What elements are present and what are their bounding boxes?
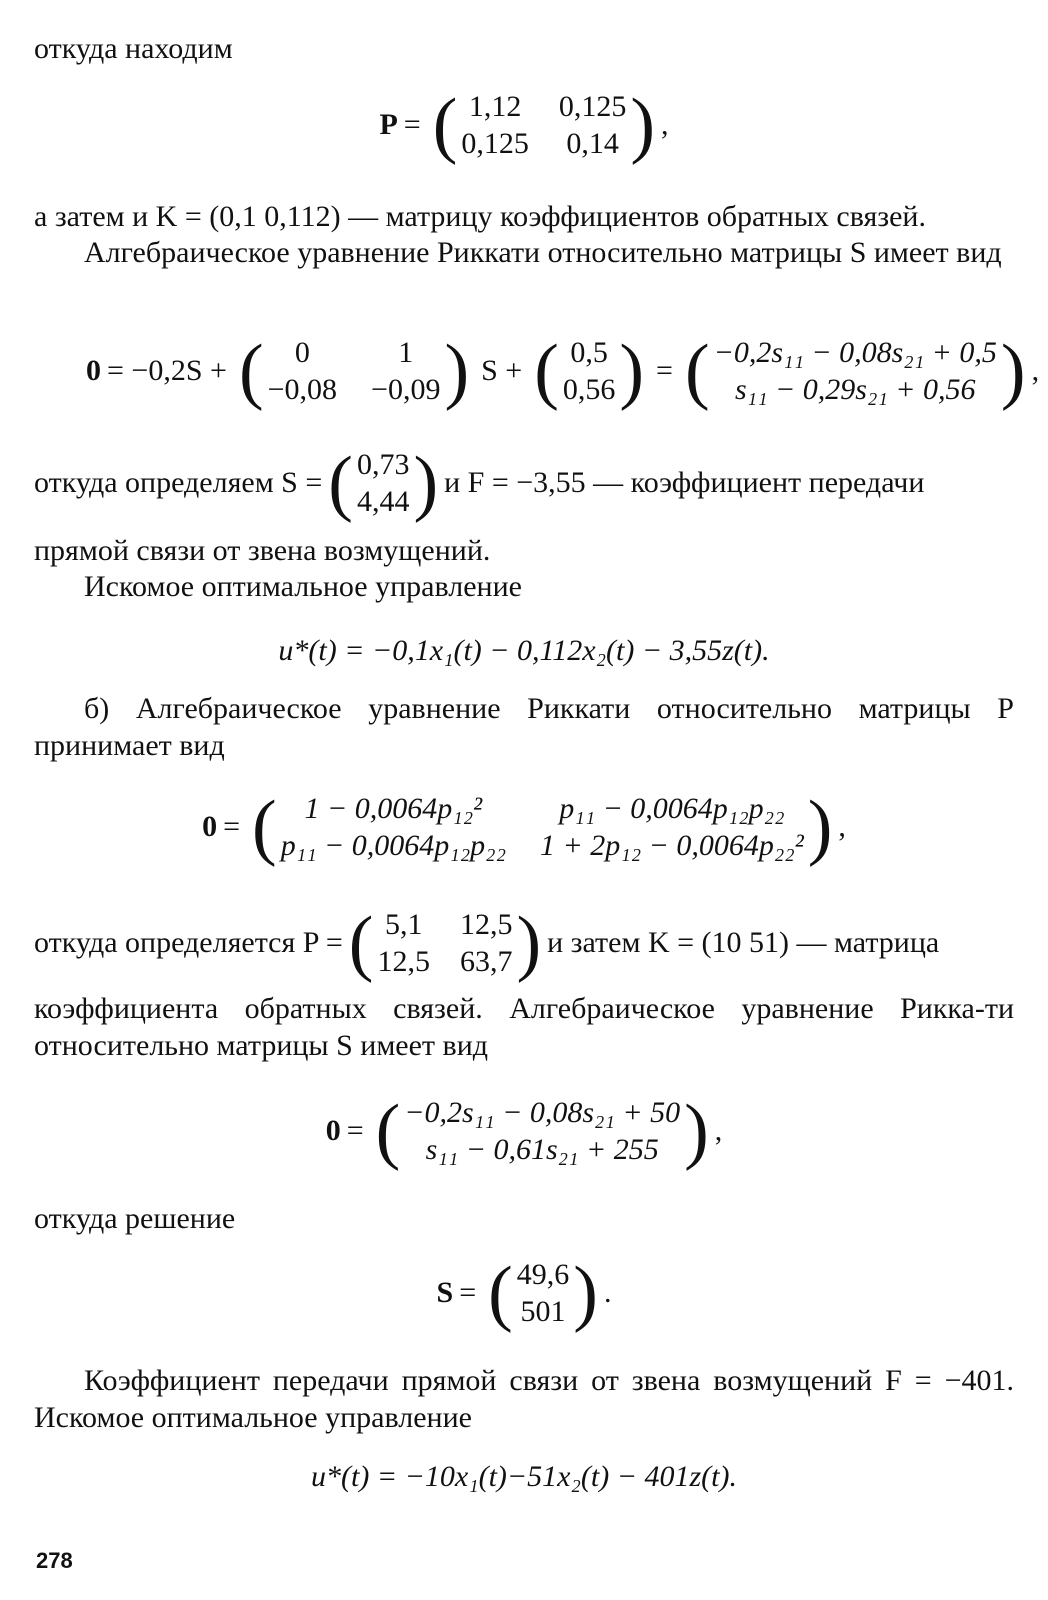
matrix-riccati-p — [252, 786, 833, 868]
matrix-p2 — [348, 902, 542, 984]
paragraph-text: прямой связи от звена возмущений. — [34, 534, 491, 567]
left-paren: ( — [432, 84, 458, 166]
matrix-cell: 0,56 — [562, 372, 616, 406]
left-paren: ( — [375, 1090, 401, 1172]
matrix-cell: 1 + 2p₁₂ − 0,0064p₂₂² — [540, 828, 804, 862]
equation-riccati-p — [0, 786, 1048, 868]
matrix-s — [328, 442, 439, 524]
matrix-cell: 49,6 — [516, 1257, 570, 1291]
equation-lhs: 0 — [202, 810, 218, 843]
equals-sign: = — [656, 354, 673, 387]
punctuation: , — [661, 108, 669, 141]
left-paren: ( — [684, 330, 710, 412]
matrix-cell: s₁₁ − 0,29s₂₁ + 0,56 — [734, 372, 976, 406]
right-paren: ) — [444, 330, 470, 412]
matrix-body — [559, 334, 620, 408]
left-paren: ( — [488, 1252, 513, 1334]
matrix-cell: 0 — [294, 335, 310, 369]
left-paren: ( — [238, 330, 264, 412]
matrix-cell: 12,5 — [459, 907, 513, 941]
matrix-cell: −0,08 — [267, 372, 338, 406]
matrix-cell: 501 — [520, 1294, 566, 1328]
equation-control-b: u*(t) = −10x₁(t)−51x₂(t) − 401z(t). — [311, 1460, 737, 1493]
equation-riccati-s2 — [0, 1090, 1048, 1172]
right-paren: ) — [684, 1090, 709, 1172]
equals-sign: = — [403, 108, 421, 141]
equation-lhs: P — [379, 108, 398, 141]
matrix-cell: −0,2s₁₁ − 0,08s₂₁ + 0,5 — [713, 335, 997, 369]
equation-lhs: S — [436, 1276, 454, 1309]
paragraph-text: откуда решение — [34, 1202, 236, 1235]
right-paren: ) — [807, 786, 833, 868]
matrix-b — [534, 330, 645, 412]
right-paren: ) — [630, 84, 656, 166]
paragraph-text: и затем K = (10 51) — матрица — [547, 926, 940, 959]
equation-lhs: 0 — [325, 1114, 341, 1147]
matrix-body — [373, 906, 516, 980]
matrix-cell: 1,12 — [468, 89, 522, 123]
matrix-cell: p₁₁ − 0,0064p₁₂p₂₂ — [559, 791, 785, 825]
matrix-cell: p₁₁ − 0,0064p₁₂p₂₂ — [280, 828, 507, 862]
equals-sign: = — [346, 1114, 364, 1147]
punctuation: , — [838, 810, 846, 843]
right-paren: ) — [1000, 330, 1026, 412]
equation-p-matrix — [0, 84, 1048, 166]
equation-text: S + — [481, 354, 523, 387]
equation-lhs: 0 — [86, 354, 101, 387]
matrix-cell: 0,5 — [570, 335, 608, 369]
left-paren: ( — [252, 786, 277, 868]
equals-sign: = — [459, 1276, 477, 1309]
matrix-body — [457, 88, 630, 162]
paragraph-text: Коэффициент передачи прямой связи от звена возмущений F = −401. Искомое оптимальное управление — [34, 1364, 1014, 1434]
right-paren: ) — [516, 902, 542, 984]
paragraph-text: и F = −3,55 — коэффициент передачи — [444, 466, 925, 499]
left-paren: ( — [328, 442, 353, 524]
punctuation: , — [714, 1114, 723, 1147]
matrix-cell: 1 — [398, 335, 414, 369]
punctuation: , — [1031, 354, 1040, 387]
matrix-cell: 4,44 — [356, 484, 410, 518]
paragraph-text: откуда определяем S = — [34, 466, 323, 499]
paragraph-intro: откуда находим — [34, 32, 233, 65]
matrix-cell: −0,09 — [371, 372, 441, 406]
equation-s-final — [0, 1252, 1048, 1334]
matrix-body — [400, 1094, 684, 1168]
matrix-cell: 12,5 — [377, 944, 430, 978]
punctuation: . — [603, 1276, 612, 1309]
matrix-cell: 0,125 — [461, 126, 529, 160]
matrix-cell: −0,2s₁₁ − 0,08s₂₁ + 50 — [404, 1095, 681, 1129]
equation-control-a: u*(t) = −0,1x₁(t) − 0,112x₂(t) − 3,55z(t). — [278, 634, 770, 667]
matrix-cell: 0,14 — [566, 126, 619, 160]
matrix-cell: 0,73 — [356, 447, 410, 481]
matrix-result — [684, 330, 1026, 412]
matrix-body — [710, 334, 1001, 408]
equals-sign: = — [223, 810, 241, 843]
left-paren: ( — [348, 902, 374, 984]
paragraph-text: коэффициента обратных связей. Алгебраическое уравнение Рикка-ти относительно матрицы S имеет вид — [34, 992, 1014, 1062]
paragraph-riccati-s: Алгебраическое уравнение Риккати относительно матрицы S имеет вид — [84, 236, 1002, 269]
paragraph-k-matrix: а затем и K = (0,1 0,112) — матрицу коэффициентов обратных связей. — [34, 200, 926, 233]
matrix-cell: 5,1 — [384, 907, 423, 941]
matrix-s-final — [488, 1252, 598, 1334]
right-paren: ) — [619, 330, 645, 412]
matrix-riccati-s2 — [375, 1090, 709, 1172]
paragraph-p-solution — [0, 902, 1048, 984]
matrix-body — [264, 334, 445, 408]
paragraph-text: откуда определяется P = — [34, 926, 343, 959]
matrix-a — [238, 330, 470, 412]
right-paren: ) — [413, 442, 439, 524]
matrix-cell: s₁₁ − 0,61s₂₁ + 255 — [425, 1132, 659, 1166]
matrix-cell: 63,7 — [459, 944, 513, 978]
matrix-body — [277, 790, 808, 864]
paragraph-riccati-p: б) Алгебраическое уравнение Риккати относительно матрицы P принимает вид — [34, 692, 1014, 762]
matrix-body — [513, 1256, 574, 1330]
paragraph-s-solution — [0, 442, 1048, 524]
paragraph-text: Искомое оптимальное управление — [84, 570, 522, 603]
matrix-cell: 0,125 — [558, 89, 627, 123]
page-number: 278 — [36, 1548, 73, 1573]
right-paren: ) — [573, 1252, 598, 1334]
equation-riccati-s — [0, 330, 1048, 412]
equation-text: = −0,2S + — [107, 354, 227, 387]
matrix-cell: 1 − 0,0064p₁₂² — [304, 791, 483, 825]
matrix-body — [353, 446, 414, 520]
left-paren: ( — [534, 330, 559, 412]
matrix-p — [432, 84, 656, 166]
